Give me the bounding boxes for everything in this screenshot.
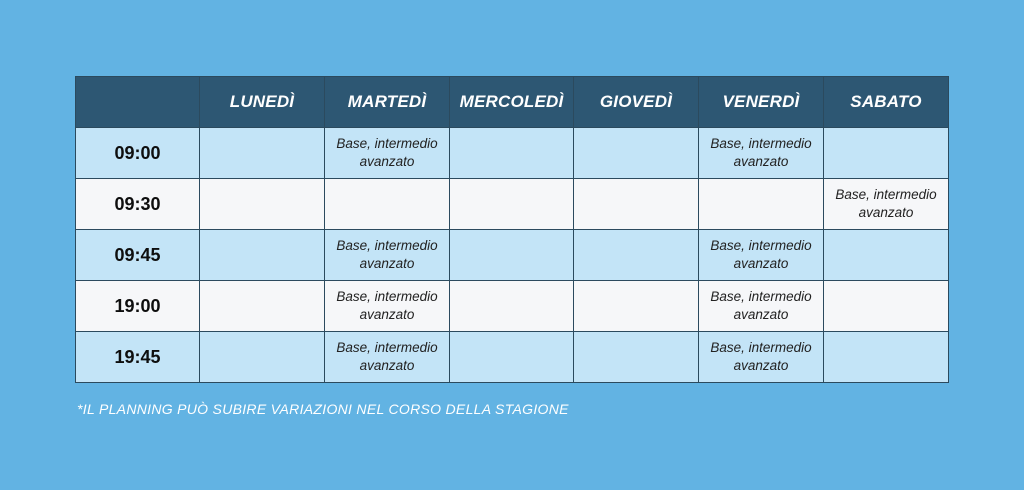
schedule-cell (699, 332, 824, 383)
cell-line: avanzato (733, 307, 789, 322)
time-cell: 09:45 (76, 230, 200, 281)
time-cell: 19:45 (76, 332, 200, 383)
header-day-mercoledi: MERCOLEDÌ (450, 77, 574, 128)
cell-line: avanzato (359, 358, 415, 373)
header-day-martedi: MARTEDÌ (325, 77, 450, 128)
cell-line: Base, intermedio (835, 187, 937, 202)
cell-line: Base, intermedio (336, 238, 438, 253)
schedule-cell (200, 230, 325, 281)
cell-line: Base, intermedio (710, 289, 812, 304)
schedule-cell (574, 230, 699, 281)
time-cell: 19:00 (76, 281, 200, 332)
schedule-cell (450, 179, 574, 230)
table-row (76, 179, 949, 230)
schedule-cell (574, 332, 699, 383)
schedule-cell (824, 179, 949, 230)
schedule-cell (325, 128, 450, 179)
table-row (76, 281, 949, 332)
cell-line: avanzato (733, 154, 789, 169)
schedule-cell (325, 281, 450, 332)
footnote: *IL PLANNING PUÒ SUBIRE VARIAZIONI NEL CORSO DELLA STAGIONE (77, 401, 569, 417)
header-corner (76, 77, 200, 128)
schedule-cell (200, 128, 325, 179)
cell-line: Base, intermedio (710, 238, 812, 253)
schedule-cell (699, 230, 824, 281)
schedule-cell (200, 281, 325, 332)
schedule-cell (450, 128, 574, 179)
cell-line: Base, intermedio (710, 340, 812, 355)
schedule-cell (699, 128, 824, 179)
schedule-cell (824, 128, 949, 179)
time-cell: 09:30 (76, 179, 200, 230)
table-row (76, 128, 949, 179)
schedule-cell (200, 179, 325, 230)
header-day-giovedi: GIOVEDÌ (574, 77, 699, 128)
header-row (76, 77, 949, 128)
cell-line: avanzato (858, 205, 914, 220)
cell-line: Base, intermedio (336, 340, 438, 355)
table-row (76, 332, 949, 383)
cell-line: avanzato (359, 307, 415, 322)
cell-line: avanzato (359, 256, 415, 271)
schedule-cell (824, 332, 949, 383)
schedule-cell (450, 230, 574, 281)
schedule-cell (325, 179, 450, 230)
time-cell: 09:00 (76, 128, 200, 179)
schedule-cell (450, 332, 574, 383)
schedule-cell (574, 179, 699, 230)
table-row (76, 230, 949, 281)
schedule-cell (699, 179, 824, 230)
schedule-cell (699, 281, 824, 332)
schedule-cell (824, 230, 949, 281)
cell-line: avanzato (733, 256, 789, 271)
cell-line: avanzato (359, 154, 415, 169)
header-day-lunedi: LUNEDÌ (200, 77, 325, 128)
cell-line: avanzato (733, 358, 789, 373)
schedule-cell (574, 281, 699, 332)
schedule-cell (450, 281, 574, 332)
cell-line: Base, intermedio (710, 136, 812, 151)
cell-line: Base, intermedio (336, 289, 438, 304)
header-day-venerdi: VENERDÌ (699, 77, 824, 128)
schedule-cell (325, 332, 450, 383)
schedule-cell (824, 281, 949, 332)
schedule-cell (325, 230, 450, 281)
header-day-sabato: SABATO (824, 77, 949, 128)
schedule-table (75, 76, 949, 383)
schedule-cell (200, 332, 325, 383)
schedule-cell (574, 128, 699, 179)
cell-line: Base, intermedio (336, 136, 438, 151)
